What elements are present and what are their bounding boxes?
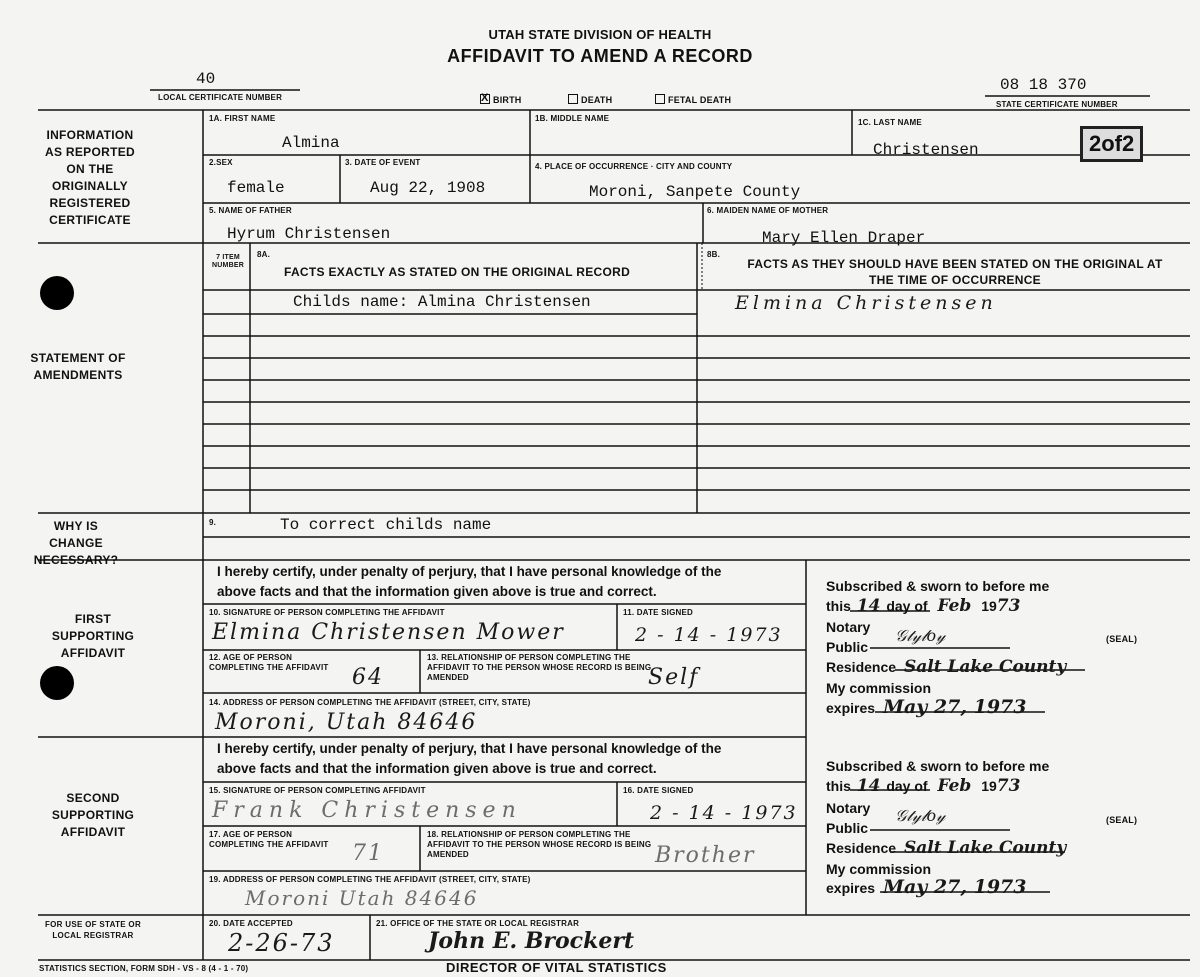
col-8b-number: 8B. (707, 250, 721, 259)
notary-this-label: this (826, 598, 851, 614)
father-value: Hyrum Christensen (227, 225, 391, 243)
local-certificate-label: LOCAL CERTIFICATE NUMBER (158, 93, 283, 102)
second-signature-label: 15. SIGNATURE OF PERSON COMPLETING AFFIDAVIT (209, 786, 426, 795)
birth-label: BIRTH (493, 95, 522, 105)
notary-year-prefix: 19 (981, 778, 997, 794)
notary-month: Feb (937, 596, 972, 616)
page-stamp: 2of2 (1080, 126, 1143, 162)
second-notary-sworn: Subscribed & sworn to before me (826, 758, 1050, 774)
first-commission-label: My commission (826, 680, 932, 696)
first-notary-date-line (826, 596, 1020, 616)
first-signature: Elmina Christensen Mower (212, 620, 565, 645)
sex-label: 2.SEX (209, 158, 233, 167)
section-label-first: FIRST SUPPORTING AFFIDAVIT (51, 612, 135, 660)
mother-label: 6. MAIDEN NAME OF MOTHER (707, 206, 829, 215)
notary-year: 73 (996, 776, 1021, 796)
first-relationship: Self (648, 665, 700, 690)
state-certificate-number: 08 18 370 (1000, 76, 1087, 94)
first-address: Moroni, Utah 84646 (215, 710, 478, 735)
place-label: 4. PLACE OF OCCURRENCE · CITY AND COUNTY (535, 162, 733, 171)
first-name-value: Almina (282, 134, 340, 152)
second-notary-date-line (826, 776, 1020, 796)
first-notary-sworn: Subscribed & sworn to before me (826, 578, 1050, 594)
notary-residence-label: Residence (826, 659, 897, 675)
second-date-signed: 2 - 14 - 1973 (650, 802, 798, 824)
col-8a-number: 8A. (257, 250, 271, 259)
first-date-signed: 2 - 14 - 1973 (635, 624, 783, 646)
section-label-registrar: FOR USE OF STATE OR LOCAL REGISTRAR (44, 920, 142, 940)
first-relationship-label: 13. RELATIONSHIP OF PERSON COMPLETING THE AFFIDAVIT TO THE PERSON WHOSE RECORD IS BEING AMENDED (427, 653, 652, 682)
first-signature-label: 10. SIGNATURE OF PERSON COMPLETING THE AFFIDAVIT (209, 608, 445, 617)
notary-day-of-label: day of (886, 778, 928, 794)
section-label-amendments: STATEMENT OF AMENDMENTS (30, 351, 126, 382)
first-residence-line (826, 657, 1066, 677)
punch-hole-icon (40, 276, 74, 310)
second-commission-label: My commission (826, 861, 932, 877)
item-number-label: 7 ITEM NUMBER (212, 254, 244, 269)
fetal-death-label: FETAL DEATH (668, 95, 732, 105)
second-age-label: 17. AGE OF PERSON COMPLETING THE AFFIDAVIT (209, 830, 329, 849)
notary-month: Feb (937, 776, 972, 796)
fetal-death-checkbox[interactable] (655, 94, 731, 105)
agency-name: UTAH STATE DIVISION OF HEALTH (488, 27, 712, 42)
notary-this-label: this (826, 778, 851, 794)
notary-expires: May 27, 1973 (882, 696, 1027, 718)
second-address: Moroni Utah 84646 (245, 886, 479, 910)
middle-name-label: 1B. MIDDLE NAME (535, 114, 610, 123)
first-expires-line (826, 697, 1027, 718)
amendment-row-1-corrected: Elmina Christensen (735, 292, 997, 314)
last-name-value: Christensen (873, 141, 979, 159)
col-8b-title: FACTS AS THEY SHOULD HAVE BEEN STATED ON THE ORIGINAL AT THE TIME OF OCCURRENCE (747, 257, 1163, 287)
first-certify-statement: I hereby certify, under penalty of perjury, that I have personal knowledge of the above facts and that the information given above is true and correct. (217, 564, 722, 599)
father-label: 5. NAME OF FATHER (209, 206, 292, 215)
why-number: 9. (209, 518, 217, 527)
checkbox-icon (655, 94, 665, 104)
first-notary-signature-icon: 𝒢𝓉𝓎𝓁𝑜𝓎 (895, 626, 946, 645)
notary-residence: Salt Lake County (903, 657, 1067, 677)
notary-expires-label: expires (826, 880, 876, 896)
local-certificate-number: 40 (196, 70, 216, 88)
punch-hole-icon (40, 666, 74, 700)
notary-day: 14 (856, 596, 881, 616)
why-text: To correct childs name (280, 516, 492, 534)
second-expires-line (826, 877, 1027, 898)
first-notary-public: Notary Public (826, 619, 871, 655)
form-id: STATISTICS SECTION, FORM SDH - VS - 8 (4 - 1 - 70) (39, 964, 249, 973)
death-label: DEATH (581, 95, 613, 105)
second-seal-label: (SEAL) (1106, 815, 1138, 825)
death-checkbox[interactable] (568, 94, 612, 105)
first-date-label: 11. DATE SIGNED (623, 608, 693, 617)
notary-day: 14 (856, 776, 881, 796)
registrar-title: DIRECTOR OF VITAL STATISTICS (446, 960, 667, 975)
second-notary-signature-icon: 𝒢𝓉𝓎𝓁𝑜𝓎 (895, 806, 946, 825)
form-title: AFFIDAVIT TO AMEND A RECORD (447, 46, 753, 66)
first-name-label: 1A. FIRST NAME (209, 114, 276, 123)
notary-year: 73 (996, 596, 1021, 616)
first-seal-label: (SEAL) (1106, 634, 1138, 644)
notary-day-of-label: day of (886, 598, 928, 614)
last-name-label: 1C. LAST NAME (858, 118, 922, 127)
registrar-signature: John E. Brockert (428, 928, 635, 954)
amendment-row-1-original: Childs name: Almina Christensen (293, 293, 591, 311)
notary-residence: Salt Lake County (903, 838, 1067, 858)
date-accepted-label: 20. DATE ACCEPTED (209, 919, 293, 928)
notary-expires: May 27, 1973 (882, 876, 1027, 898)
checkbox-checked-icon (480, 94, 490, 104)
notary-expires-label: expires (826, 700, 876, 716)
second-address-label: 19. ADDRESS OF PERSON COMPLETING THE AFFIDAVIT (STREET, CITY, STATE) (209, 875, 531, 884)
notary-year-prefix: 19 (981, 598, 997, 614)
section-label-why: WHY IS CHANGE NECESSARY? (33, 519, 119, 567)
sex-value: female (227, 179, 285, 197)
section-label-second: SECOND SUPPORTING AFFIDAVIT (51, 791, 135, 839)
second-date-label: 16. DATE SIGNED (623, 786, 694, 795)
first-age: 64 (352, 665, 384, 690)
state-certificate-label: STATE CERTIFICATE NUMBER (996, 100, 1118, 109)
second-age: 71 (352, 841, 384, 866)
date-accepted: 2-26-73 (228, 929, 335, 957)
second-relationship: Brother (655, 843, 756, 868)
mother-value: Mary Ellen Draper (762, 229, 926, 247)
checkbox-icon (568, 94, 578, 104)
date-of-event-value: Aug 22, 1908 (370, 179, 486, 197)
second-residence-line (826, 838, 1066, 858)
first-age-label: 12. AGE OF PERSON COMPLETING THE AFFIDAVIT (209, 653, 329, 672)
date-of-event-label: 3. DATE OF EVENT (345, 158, 421, 167)
second-notary-public: Notary Public (826, 800, 871, 836)
second-certify-statement: I hereby certify, under penalty of perjury, that I have personal knowledge of the above facts and that the information given above is true and correct. (217, 741, 722, 776)
col-8a-title: FACTS EXACTLY AS STATED ON THE ORIGINAL RECORD (284, 265, 631, 279)
second-signature: Frank Christensen (212, 798, 522, 823)
registrar-office-label: 21. OFFICE OF THE STATE OR LOCAL REGISTRAR (376, 919, 580, 928)
first-address-label: 14. ADDRESS OF PERSON COMPLETING THE AFFIDAVIT (STREET, CITY, STATE) (209, 698, 531, 707)
second-relationship-label: 18. RELATIONSHIP OF PERSON COMPLETING THE AFFIDAVIT TO THE PERSON WHOSE RECORD IS BEING AMENDED (427, 830, 652, 859)
place-value: Moroni, Sanpete County (589, 183, 801, 201)
notary-residence-label: Residence (826, 840, 897, 856)
section-label-original: INFORMATION AS REPORTED ON THE ORIGINALLY REGISTERED CERTIFICATE (45, 128, 135, 227)
birth-checkbox[interactable] (480, 94, 522, 105)
